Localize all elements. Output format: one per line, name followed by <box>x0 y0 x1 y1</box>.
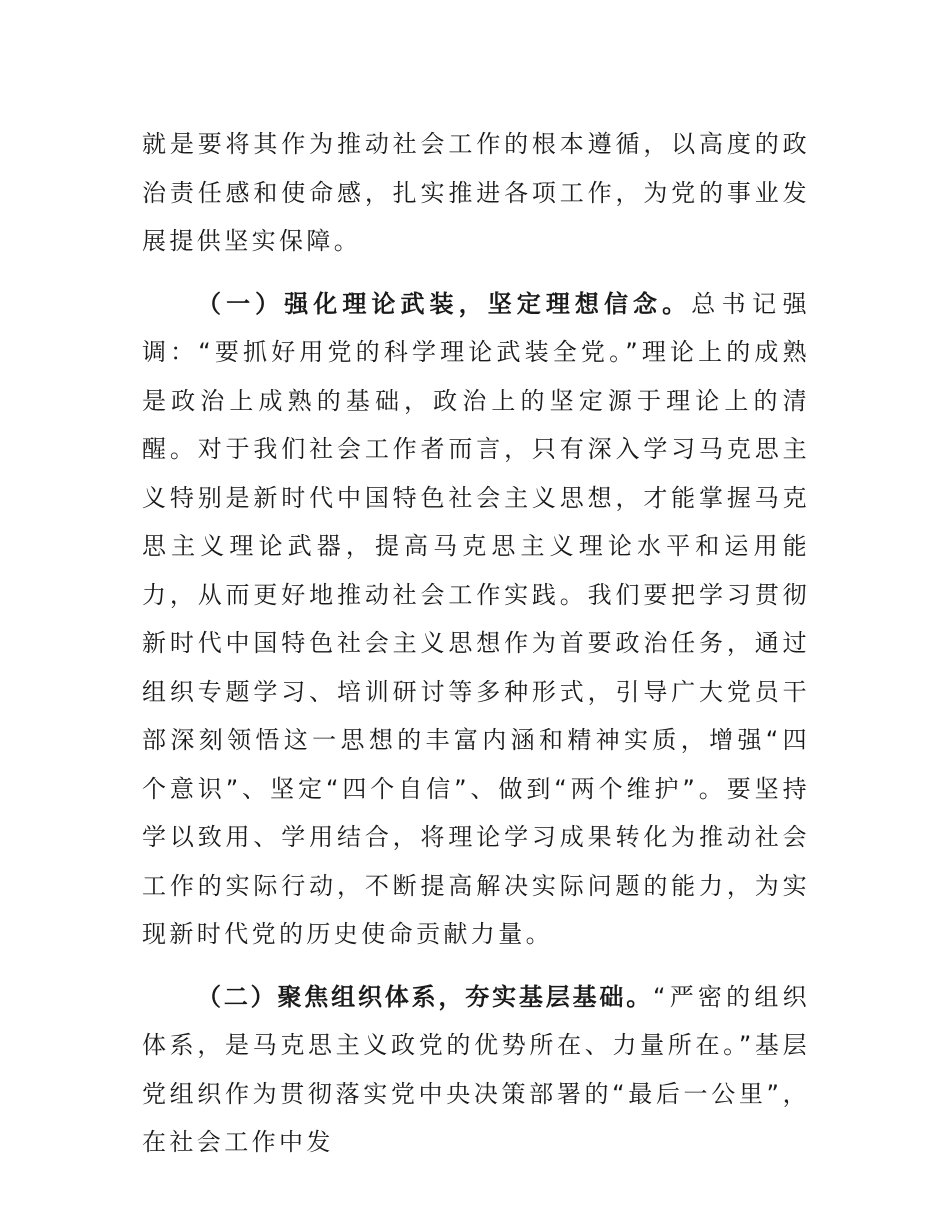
paragraph-continuation <box>142 120 810 266</box>
paragraph-section-2 <box>142 973 810 1167</box>
paragraph-section-1 <box>142 280 810 959</box>
document-body <box>142 120 810 1167</box>
paragraph-text: “严密的组织体系，是马克思主义政党的优势所在、力量所在。”基层党组织作为贯彻落实党中央决策部署的“最后一公里”，在社会工作中发 <box>142 982 810 1156</box>
section-heading: （二）聚焦组织体系，夯实基层基础。 <box>197 982 654 1011</box>
section-heading: （一）强化理论武装，坚定理想信念。 <box>197 289 692 318</box>
paragraph-text: 就是要将其作为推动社会工作的根本遵循，以高度的政治责任感和使命感，扎实推进各项工作，为党的事业发展提供坚实保障。 <box>142 130 810 255</box>
paragraph-text: 总书记强调：“要抓好用党的科学理论武装全党。”理论上的成熟是政治上成熟的基础，政治上的坚定源于理论上的清醒。对于我们社会工作者而言，只有深入学习马克思主义特别是新时代中国特色社会主义思想，才能掌握马克思主义理论武器，提高马克思主义理论水平和运用能力，从而更好地推动社会工作实践。我们要把学习贯彻新时代中国特色社会主义思想作为首要政治任务，通过组织专题学习、培训研讨等多种形式，引导广大党员干部深刻领悟这一思想的丰富内涵和精神实质，增强“四个意识”、坚定“四个自信”、做到“两个维护”。要坚持学以致用、学用结合，将理论学习成果转化为推动社会工作的实际行动，不断提高解决实际问题的能力，为实现新时代党的历史使命贡献力量。 <box>142 289 810 948</box>
